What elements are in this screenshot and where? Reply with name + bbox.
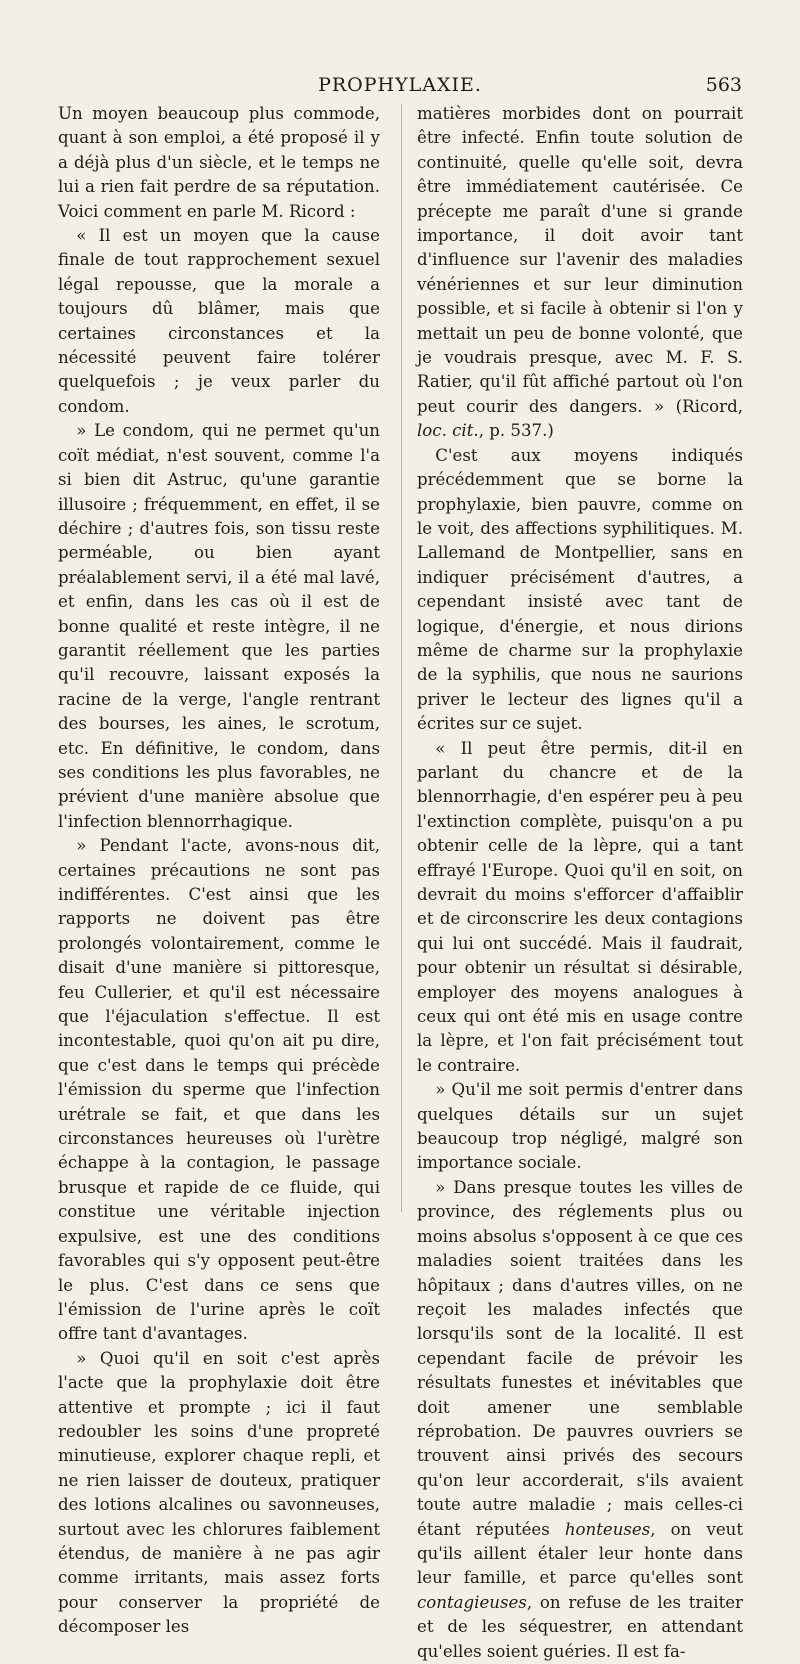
paragraph: » Quoi qu'il en soit c'est après l'acte que la prophylaxie doit être attentive et prompte ; ici il faut redoubler les soins d'une propreté minutieuse, explorer chaque repli, et ne rien laisser de douteux, pratiquer des lotions alcalines ou savonneuses, surtout avec les chlorures faiblement étendus, de manière à ne pas agir comme irritants, mais assez forts pour conserver la propriété de décomposer les — [58, 1348, 380, 1637]
paragraph: » Le condom, qui ne permet qu'un coït médiat, n'est souvent, comme l'a si bien dit Astruc, qu'une garantie illusoire ; fréquemment, en effet, il se déchire ; d'autres fois, son tissu reste perméable, ou bien ayant préalablement servi, il a été mal lavé, et enfin, dans les cas où il est de bonne qualité et reste intègre, il ne garantit réellement que les parties qu'il recouvre, laissant exposés la racine de la verge, l'angle rentrant des bourses, les aines, le scrotum, etc. En définitive, le condom, dans ses conditions les plus favorables, ne prévient d'une manière absolue que l'infection blennorrhagique. — [58, 421, 380, 831]
paragraph-text: , on refuse de les traiter et de les séquestrer, en attendant qu'elles soient guéries. Il est fa- — [417, 1592, 743, 1661]
paragraph — [417, 1176, 743, 1664]
right-column — [417, 102, 743, 1664]
paragraph-text: matières morbides dont on pourrait être infecté. Enfin toute solution de continuité, quelle qu'elle soit, devra être immédiatement cautérisée. Ce précepte me paraît d'une si grande importance, il doit avoir tant d'influence sur l'avenir des maladies vénériennes et sur leur diminution possible, et si facile à obtenir si l'on y mettait un peu de bonne volonté, que je voudrais presque, avec M. F. S. Ratier, qu'il fût affiché partout où l'on peut courir des dangers. » (Ricord, — [417, 104, 743, 416]
paragraph — [417, 102, 743, 444]
paragraph-text: » Dans presque toutes les villes de province, des réglements plus ou moins absolus s'opposent à ce que ces maladies soient traitées dans les hôpitaux ; dans d'autres villes, on ne reçoit les malades infectés que lorsqu'ils sont de la localité. Il est cependant facile de prévoir les résultats funestes et inévitables que doit amener une semblable réprobation. De pauvres ouvriers se trouvent ainsi privés des secours qu'on leur accorderait, s'ils avaient toute autre maladie ; mais celles-ci étant réputées — [417, 1177, 743, 1539]
column-divider — [401, 104, 402, 1212]
citation: loc. cit. — [417, 421, 479, 441]
paragraph: C'est aux moyens indiqués précédemment que se borne la prophylaxie, bien pauvre, comme on le voit, des affections syphilitiques. M. Lallemand de Montpellier, sans en indiquer précisément d'autres, a cependant insisté avec tant de logique, d'énergie, et nous dirions même de charme sur la prophylaxie de la syphilis, que nous ne saurions priver le lecteur des lignes qu'il a écrites sur ce sujet. — [417, 445, 743, 734]
paragraph: » Pendant l'acte, avons-nous dit, certaines précautions ne sont pas indifférentes. C'est ainsi que les rapports ne doivent pas être prolongés volontairement, comme le disait d'une manière si pittoresque, feu Cullerier, et qu'il est nécessaire que l'éjaculation s'effectue. Il est incontestable, quoi qu'on ait pu dire, que c'est dans le temps qui précède l'émission du sperme que l'infection urétrale se fait, et que dans les circonstances heureuses où l'urètre échappe à la contagion, le passage brusque et rapide de ce fluide, qui constitue une véritable injection expulsive, est une des conditions favorables qui s'y opposent peut-être le plus. C'est dans ce sens que l'émission de l'urine après le coït offre tant d'avantages. — [58, 836, 380, 1344]
page-number: 563 — [705, 74, 742, 96]
left-column — [58, 102, 380, 1640]
paragraph: Un moyen beaucoup plus commode, quant à son emploi, a été proposé il y a déjà plus d'un siècle, et le temps ne lui a rien fait perdre de sa réputation. Voici comment en parle M. Ricord : — [58, 104, 380, 221]
running-title: PROPHYLAXIE. — [318, 74, 482, 96]
paragraph-text: , on veut qu'ils aillent étaler leur honte dans leur famille, et parce qu'elles sont — [417, 1519, 743, 1588]
paragraph-text: , p. 537.) — [478, 421, 554, 441]
paragraph: » Qu'il me soit permis d'entrer dans quelques détails sur un sujet beaucoup trop négligé, malgré son importance sociale. — [417, 1080, 743, 1173]
emphasis: contagieuses — [417, 1592, 527, 1612]
paragraph: « Il peut être permis, dit-il en parlant du chancre et de la blennorrhagie, d'en espérer peu à peu l'extinction complète, puisqu'on a pu obtenir celle de la lèpre, qui a tant effrayé l'Europe. Quoi qu'il en soit, on devrait du moins s'efforcer d'affaiblir et de circonscrire les deux contagions qui lui ont succédé. Mais il faudrait, pour obtenir un résultat si désirable, employer des moyens analogues à ceux qui ont été mis en usage contre la lèpre, et l'on fait précisément tout le contraire. — [417, 738, 743, 1075]
page-header — [0, 74, 800, 100]
paragraph: « Il est un moyen que la cause finale de tout rapprochement sexuel légal repousse, que la morale a toujours dû blâmer, mais que certaines circonstances et la nécessité peuvent faire tolérer quelquefois ; je veux parler du condom. — [58, 226, 380, 416]
emphasis: honteuses — [564, 1519, 651, 1539]
